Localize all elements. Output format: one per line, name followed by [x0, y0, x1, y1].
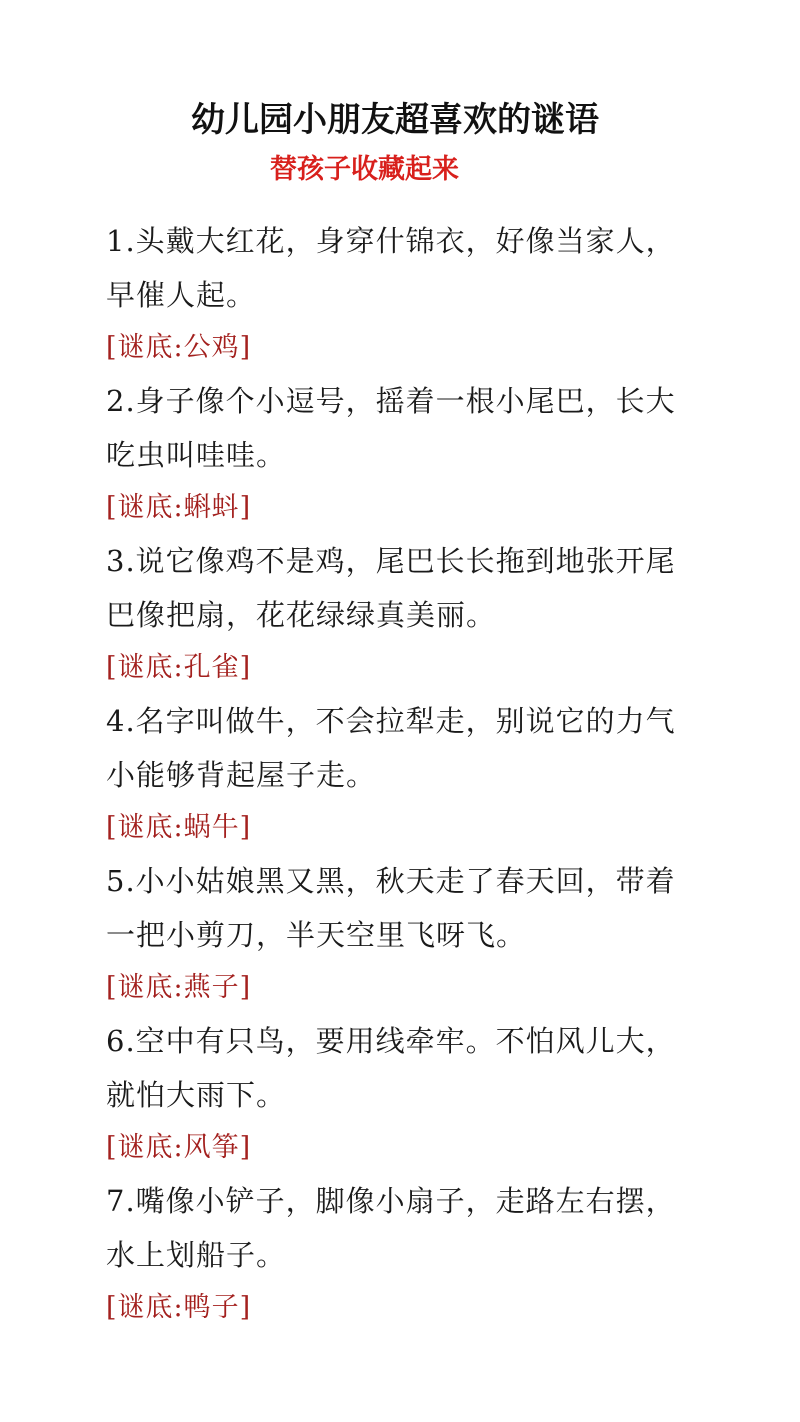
riddle-answer	[106, 962, 696, 1014]
riddle-question: 1.头戴大红花，身穿什锦衣，好像当家人，早催人起。	[106, 224, 676, 312]
answer-bracket-close: ]	[239, 812, 252, 843]
riddle-item	[106, 374, 696, 534]
answer-bracket-close: ]	[239, 332, 252, 363]
answer-bracket-open: [	[106, 1132, 118, 1163]
riddle-question: 5.小小姑娘黑又黑，秋天走了春天回，带着一把小剪刀，半天空里飞呀飞。	[106, 864, 676, 952]
answer-text: 孔雀	[183, 652, 240, 683]
answer-prefix: 谜底:	[117, 812, 184, 843]
riddle-list	[106, 214, 696, 1334]
answer-bracket-close: ]	[239, 652, 252, 683]
answer-bracket-close: ]	[239, 492, 252, 523]
answer-bracket-open: [	[106, 652, 118, 683]
riddle-item	[106, 694, 696, 854]
riddle-answer	[106, 1282, 696, 1334]
answer-prefix: 谜底:	[117, 652, 184, 683]
riddle-answer	[106, 1122, 696, 1174]
answer-text: 燕子	[183, 972, 240, 1003]
page-title: 幼儿园小朋友超喜欢的谜语	[191, 100, 599, 140]
answer-text: 鸭子	[183, 1292, 240, 1323]
riddle-answer	[106, 802, 696, 854]
answer-prefix: 谜底:	[117, 1292, 184, 1323]
riddle-item	[106, 1174, 696, 1334]
answer-bracket-open: [	[106, 332, 118, 363]
riddle-item	[106, 214, 696, 374]
riddle-question: 2.身子像个小逗号，摇着一根小尾巴，长大吃虫叫哇哇。	[106, 384, 676, 472]
answer-prefix: 谜底:	[117, 492, 184, 523]
answer-bracket-close: ]	[239, 1132, 252, 1163]
answer-bracket-open: [	[106, 812, 118, 843]
riddle-question: 7.嘴像小铲子，脚像小扇子，走路左右摆，水上划船子。	[106, 1184, 676, 1272]
answer-bracket-open: [	[106, 1292, 118, 1323]
answer-text: 蜗牛	[183, 812, 240, 843]
answer-bracket-close: ]	[239, 1292, 252, 1323]
answer-text: 蝌蚪	[183, 492, 240, 523]
answer-text: 公鸡	[183, 332, 240, 363]
answer-bracket-open: [	[106, 972, 118, 1003]
riddle-item	[106, 854, 696, 1014]
answer-bracket-close: ]	[239, 972, 252, 1003]
riddle-item	[106, 534, 696, 694]
riddle-item	[106, 1014, 696, 1174]
answer-text: 风筝	[183, 1132, 240, 1163]
answer-prefix: 谜底:	[117, 1132, 184, 1163]
answer-bracket-open: [	[106, 492, 118, 523]
page-subtitle: 替孩子收藏起来	[270, 154, 459, 185]
riddle-question: 3.说它像鸡不是鸡，尾巴长长拖到地张开尾巴像把扇，花花绿绿真美丽。	[106, 544, 676, 632]
answer-prefix: 谜底:	[117, 972, 184, 1003]
answer-prefix: 谜底:	[117, 332, 184, 363]
riddle-question: 6.空中有只鸟，要用线牵牢。不怕风儿大，就怕大雨下。	[106, 1024, 676, 1112]
riddle-answer	[106, 642, 696, 694]
riddle-answer	[106, 482, 696, 534]
riddle-question: 4.名字叫做牛，不会拉犁走，别说它的力气小能够背起屋子走。	[106, 704, 676, 792]
riddle-answer	[106, 322, 696, 374]
